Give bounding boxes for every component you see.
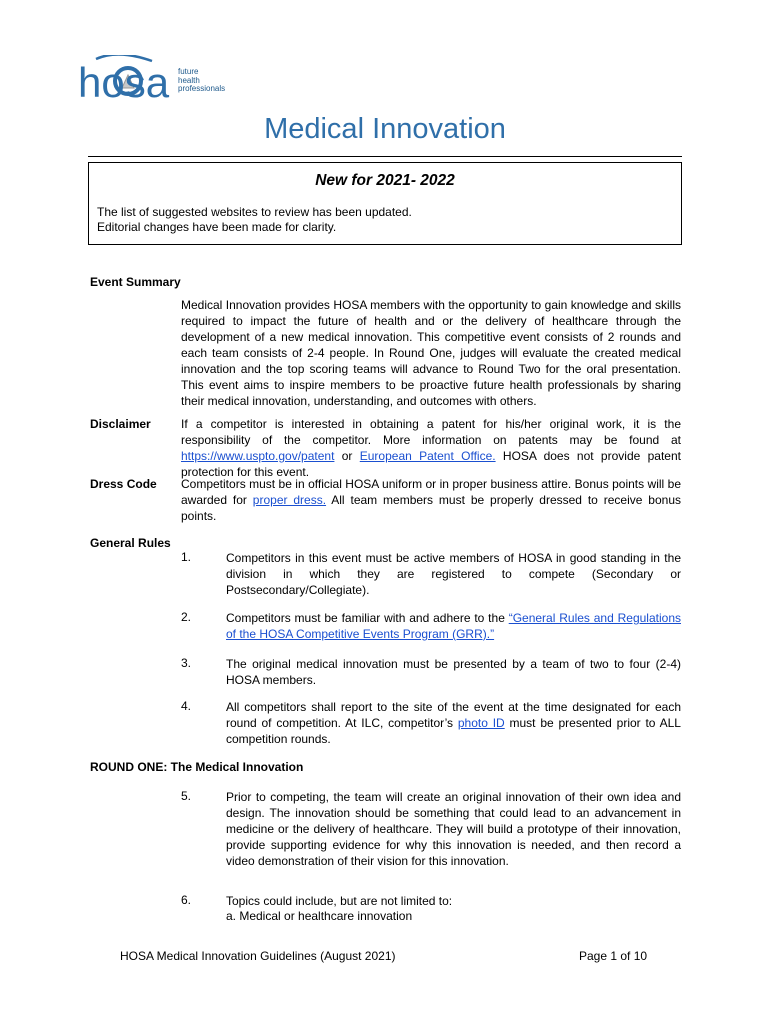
disclaimer-text-mid: or bbox=[334, 449, 360, 463]
rule-text-before: Competitors must be familiar with and adhere to the bbox=[226, 611, 509, 625]
event-summary-label: Event Summary bbox=[90, 275, 181, 289]
rule-number: 3. bbox=[181, 656, 192, 670]
disclaimer-label: Disclaimer bbox=[90, 417, 151, 431]
dress-code-text-before: Competitors must be in official HOSA uniform or in proper business attire. Bonus points will be awarded for bbox=[181, 477, 681, 507]
rule-text: Competitors in this event must be active members of HOSA in good standing in the division in which they are registered to compete (Secondary or Postsecondary/Collegiate). bbox=[226, 551, 681, 597]
logo-tagline-1: future bbox=[178, 67, 199, 76]
dress-code-text bbox=[181, 476, 681, 524]
title-divider bbox=[88, 156, 682, 157]
new-for-line: Editorial changes have been made for clarity. bbox=[97, 220, 337, 234]
disclaimer-text-before: If a competitor is interested in obtaining a patent for his/her original work, it is the responsibility of the competitor. More information on patents may be found at bbox=[181, 417, 681, 447]
photo-id-link[interactable]: photo ID bbox=[457, 716, 505, 730]
event-summary-text: Medical Innovation provides HOSA members with the opportunity to gain knowledge and skills required to impact the future of health and or the delivery of healthcare through the development of a new medical innovation. This competitive event consists of 2 rounds and each team consists of 2-4 people. In Round One, judges will evaluate the created medical innovation and the top scoring teams will advance to Round Two for the oral presentation. This event aims to inspire members to be proactive future health professionals by sharing their medical innovation, understanding, and outcomes with others. bbox=[181, 298, 681, 408]
footer-page-number: Page 1 of 10 bbox=[579, 949, 648, 963]
rule-text bbox=[226, 610, 681, 642]
rule-number: 6. bbox=[181, 893, 192, 907]
page-title: Medical Innovation bbox=[264, 113, 506, 145]
disclaimer-text-after: HOSA does not provide patent protection for this event. bbox=[181, 449, 681, 479]
dress-code-label: Dress Code bbox=[90, 477, 157, 491]
rule-number: 5. bbox=[181, 789, 192, 803]
uspto-link[interactable]: https://www.uspto.gov/patent bbox=[181, 449, 335, 463]
rule-text: Prior to competing, the team will create an original innovation of their own idea and design. The innovation should be something that could lead to an advancement in medicine or the delivery of healthcare. They will build a prototype of their innovation, provide supporting evidence for why this innovation is needed, and then record a video demonstration of their vision for this innovation. bbox=[226, 790, 681, 868]
rule-number: 4. bbox=[181, 699, 192, 713]
logo-tagline-3: professionals bbox=[178, 84, 226, 93]
rule-text-before: All competitors shall report to the site of the event at the time designated for each round of competition. At ILC, competitor’s bbox=[226, 700, 681, 730]
rule-subitem: a. Medical or healthcare innovation bbox=[226, 909, 413, 923]
logo-word: hosa bbox=[78, 59, 170, 105]
disclaimer-text bbox=[181, 416, 681, 480]
proper-dress-link[interactable]: proper dress. bbox=[252, 493, 327, 507]
new-for-line: The list of suggested websites to review has been updated. bbox=[97, 205, 412, 219]
general-rules-label: General Rules bbox=[90, 536, 171, 550]
rule-text-after: must be presented prior to ALL competition rounds. bbox=[226, 716, 681, 746]
footer-guidelines: HOSA Medical Innovation Guidelines (August 2021) bbox=[120, 949, 396, 963]
rule-number: 1. bbox=[181, 550, 192, 564]
rule-number: 2. bbox=[181, 610, 192, 624]
logo-tagline-2: health bbox=[178, 75, 200, 85]
round-one-label: ROUND ONE: The Medical Innovation bbox=[90, 760, 304, 774]
grr-link[interactable]: “General Rules and Regulations of the HOSA Competitive Events Program (GRR).” bbox=[226, 611, 681, 641]
new-for-title: New for 2021- 2022 bbox=[315, 172, 455, 189]
logo-tagline bbox=[178, 68, 225, 94]
new-for-box bbox=[88, 162, 682, 245]
epo-link[interactable]: European Patent Office. bbox=[359, 449, 496, 463]
rule-text: Topics could include, but are not limited to: bbox=[226, 894, 453, 908]
rule-text bbox=[226, 699, 681, 747]
dress-code-text-after: All team members must be properly dressed to receive bonus points. bbox=[181, 493, 681, 523]
rule-text: The original medical innovation must be presented by a team of two to four (2-4) HOSA members. bbox=[226, 657, 681, 687]
